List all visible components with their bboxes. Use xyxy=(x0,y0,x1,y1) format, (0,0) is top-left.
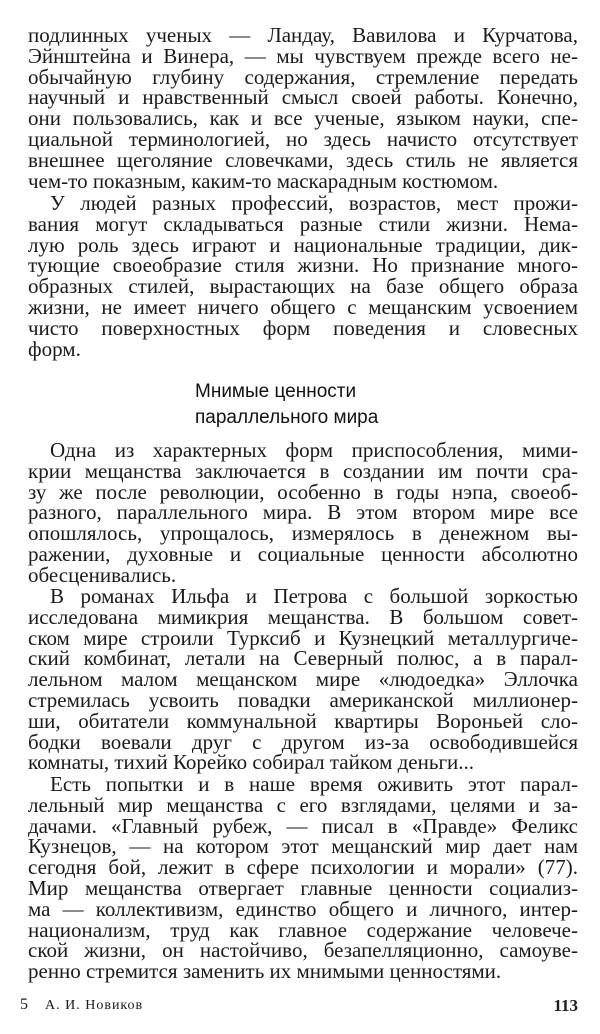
paragraph-3 xyxy=(28,440,578,586)
text-line: лельном малом мещанском мире «людоедка» Эллочка xyxy=(28,667,578,692)
text-line: опошлялось, упрощалось, измерялось в денежном вы- xyxy=(28,521,578,546)
text-line: обесценивались. xyxy=(28,562,177,587)
text-line: ши, обитатели коммунальной квартиры Вороньей сло- xyxy=(28,708,578,733)
text-line: зу же после революции, особенно в годы нэпа, своеоб- xyxy=(28,479,578,504)
text-line: они пользовались, как и все ученые, языком науки, спе- xyxy=(28,106,578,131)
text-line: подлинных ученых — Ландау, Вавилова и Курчатова, xyxy=(28,23,578,47)
text-line: ский комбинат, летали на Северный полюс, а в парал- xyxy=(28,646,578,671)
text-line: лую роль здесь играют и национальные традиции, дик- xyxy=(28,232,578,257)
paragraph-5 xyxy=(28,774,578,982)
text-line: национализм, труд как главное содержание человече- xyxy=(28,917,578,942)
text-line: ражении, духовные и социальные ценности абсолютно xyxy=(28,541,578,566)
text-line: разного, параллельного мира. В этом втором мире все xyxy=(28,500,578,525)
text-line: ма — коллективизм, единство общего и личного, интер- xyxy=(28,896,578,921)
text-line: обычайную глубину содержания, стремление передать xyxy=(28,64,578,89)
text-line: образных стилей, вырастающих на базе общего образа xyxy=(28,274,578,299)
text-line: научный и нравственный смысл своей работы. Конечно, xyxy=(28,85,578,110)
signature-mark: 5 xyxy=(20,996,28,1013)
text-line: вания могут складываться разные стили жизни. Нема- xyxy=(28,211,578,236)
section-heading xyxy=(195,379,378,431)
text-line: В романах Ильфа и Петрова с большой зоркостью xyxy=(50,584,578,608)
text-line: жизни, не имеет ничего общего с мещанским усвоением xyxy=(28,294,578,319)
text-line: У людей разных профессий, возрастов, мест прожи- xyxy=(50,191,578,215)
page-number: 113 xyxy=(553,996,578,1015)
heading-line-1: Мнимые ценности xyxy=(195,381,357,402)
text-line: комнаты, тихий Корейко собирал тайком деньги... xyxy=(28,750,475,775)
paragraph-4 xyxy=(28,586,578,773)
text-line: ском мире строили Турксиб и Кузнецкий металлургиче- xyxy=(28,625,578,650)
text-line: ской жизни, он настойчиво, безапелляционно, самоуве- xyxy=(28,938,578,963)
text-line: дачами. «Главный рубеж, — писал в «Правде» Феликс xyxy=(28,813,578,838)
text-line: внешнее щеголяние словечками, здесь стиль не является xyxy=(28,147,578,172)
text-line: чисто поверхностных форм поведения и словесных xyxy=(28,315,578,340)
text-line: Есть попытки и в наше время оживить этот парал- xyxy=(50,772,578,796)
text-line: бодки воевали друг с другом из-за освободившейся xyxy=(28,729,578,754)
text-line: циальной терминологией, но здесь начисто отсутствует xyxy=(28,126,578,151)
paragraph-2 xyxy=(28,193,578,359)
paragraph-1 xyxy=(28,25,578,191)
text-line: тующие своеобразие стиля жизни. Но признание много- xyxy=(28,253,578,278)
heading-line-2: параллельного мира xyxy=(195,407,379,428)
text-line: Эйнштейна и Винера, — мы чувствуем прежде всего не- xyxy=(28,43,578,68)
text-line: Кузнецов, — на котором этот мещанский мир дает нам xyxy=(28,834,578,859)
author-name: А. И. Новиков xyxy=(45,998,144,1013)
text-line: форм. xyxy=(28,336,81,361)
text-line: чем-то показным, каким-то маскарадным костюмом. xyxy=(28,168,499,193)
text-line: крии мещанства заключается в создании им почти сра- xyxy=(28,458,578,483)
text-line: стремилась усвоить повадки американской миллионер- xyxy=(28,687,578,712)
text-line: ренно стремится заменить их мнимыми ценностями. xyxy=(28,959,502,984)
text-line: исследована мимикрия мещанства. В большом совет- xyxy=(28,604,578,629)
text-line: лельный мир мещанства с его взглядами, целями и за- xyxy=(28,792,578,817)
text-line: сегодня бой, лежит в сфере психологии и морали» (77). xyxy=(28,855,578,880)
text-line: Одна из характерных форм приспособления, мими- xyxy=(50,438,578,462)
text-line: Мир мещанства отвергает главные ценности социализ- xyxy=(28,875,578,900)
